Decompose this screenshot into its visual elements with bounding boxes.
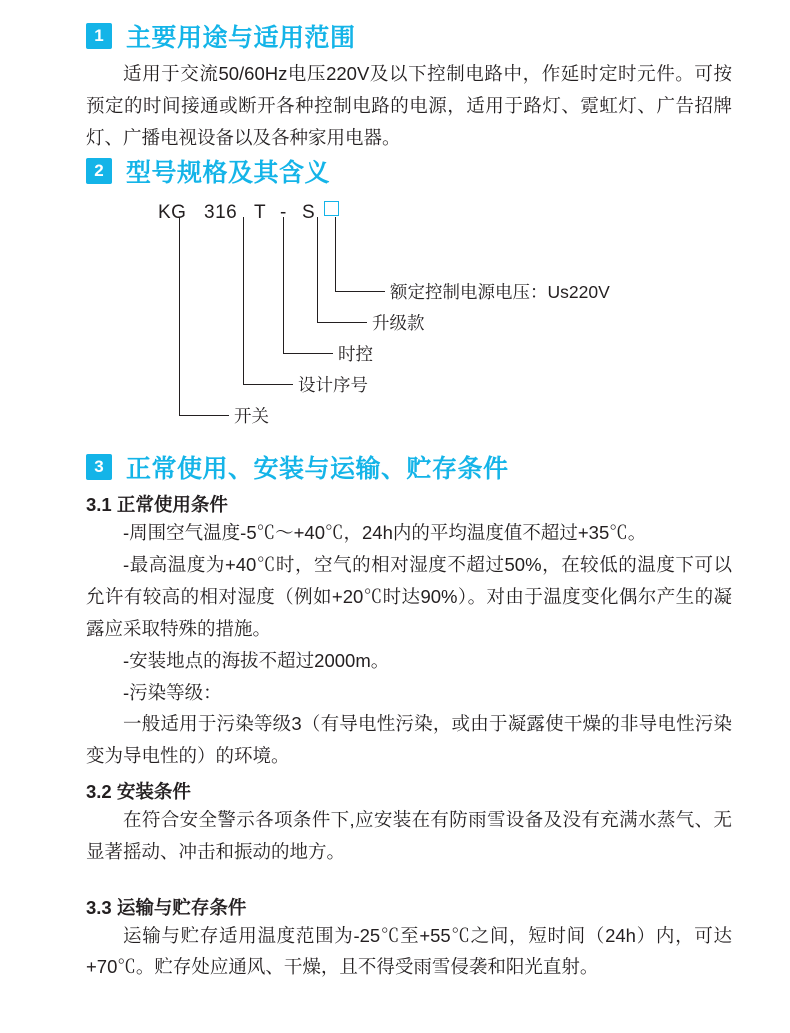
subsection-3-1-paragraph-1: -周围空气温度-5℃～+40℃，24h内的平均温度值不超过+35℃。 [123,522,647,544]
subsection-3-1-paragraph-3: -安装地点的海拔不超过2000m。 [123,649,390,671]
subsection-3-1-paragraph-4: -污染等级： [123,681,222,703]
model-number-diagram [86,193,732,443]
section-title-3: 正常使用、安装与运输、贮存条件 [126,455,509,484]
leader-line-5 [179,217,229,416]
model-label-4: 设计序号 [298,375,368,396]
section-title-1: 主要用途与适用范围 [126,24,356,52]
model-label-5: 开关 [234,406,269,427]
model-code-kg: KG [158,202,187,224]
model-label-1: 额定控制电源电压：Us220V [390,282,610,303]
subsection-3-1-paragraph-5: 一般适用于污染等级3（有导电性污染，或由于凝露使干燥的非导电性污染变为导电性的）的环境。 [86,713,732,767]
model-code-s: S [302,202,316,224]
model-label-2: 升级款 [372,313,425,334]
subsection-heading-3-3: 3.3 运输与贮存条件 [86,896,247,918]
section-number-badge-2: 2 [86,158,112,184]
section-heading-3 [86,449,732,485]
section-number-badge-1: 1 [86,23,112,49]
section-heading-2 [86,153,732,189]
subsection-3-3-paragraph-1: 运输与贮存适用温度范围为-25℃至+55℃之间，短时间（24h）内，可达+70℃。贮存处应通风、干燥，且不得受雨雪侵袭和阳光直射。 [86,924,732,978]
model-code-t: T [254,202,267,224]
subsection-heading-3-1: 3.1 正常使用条件 [86,494,228,516]
section-1-paragraph: 适用于交流50/60Hz电压220V及以下控制电路中，作延时定时元件。可按预定的时间接通或断开各种控制电路的电源，适用于路灯、霓虹灯、广告招牌灯、广播电视设备以及各种家用电器。 [86,63,732,148]
model-code-dash: - [280,202,287,224]
model-label-3: 时控 [338,344,373,365]
subsection-heading-3-2: 3.2 安装条件 [86,780,191,802]
section-title-2: 型号规格及其含义 [126,159,331,188]
model-code-box-icon [324,201,339,216]
subsection-3-1-paragraph-2: -最高温度为+40℃时，空气的相对湿度不超过50%，在较低的温度下可以允许有较高的相对湿度（例如+20℃时达90%）。对由于温度变化偶尔产生的凝露应采取特殊的措施。 [86,554,732,639]
section-heading-1 [86,18,732,54]
section-number-badge-3: 3 [86,454,112,480]
spacer [86,868,732,888]
subsection-3-2-paragraph-1: 在符合安全警示各项条件下,应安装在有防雨雪设备及没有充满水蒸气、无显著摇动、冲击和振动的地方。 [86,808,732,862]
model-code-series: 316 [204,202,238,224]
leader-line-4 [243,217,293,385]
